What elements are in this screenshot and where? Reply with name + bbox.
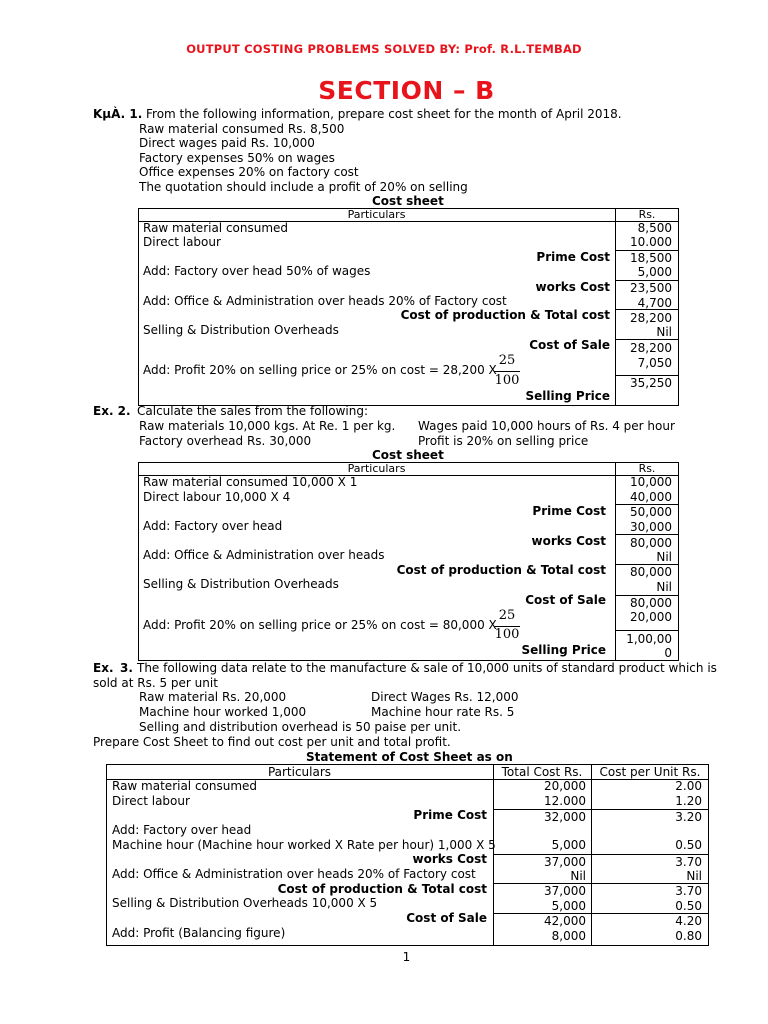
row-label: Cost of Sale [525,593,606,607]
unit-cost-value: 0.80 [675,929,702,943]
row-value: 28,200 [630,341,672,355]
total-cost-value: 5,000 [551,838,586,852]
unit-cost-value: 3.20 [675,810,702,824]
row-value: 80,000 [630,536,672,550]
row-value: Nil [656,325,672,339]
total-cost-value: 37,000 [544,884,586,898]
ex2-table-title: Cost sheet [372,448,444,462]
ex1-line: Factory expenses 50% on wages [139,151,335,165]
total-cost-value: Nil [570,869,586,883]
total-cost-value: 12.000 [544,794,586,808]
ex1-line: Raw material consumed Rs. 8,500 [139,122,345,136]
row-label: Cost of Sale [406,911,487,925]
row-label: Cost of production & Total cost [400,308,610,322]
ex3-line: Machine hour worked 1,000 [139,705,307,719]
ex3-line: Machine hour rate Rs. 5 [371,705,515,719]
row-label: Add: Profit 20% on selling price or 25% on cost = 80,000 X [143,618,497,632]
row-label: Raw material consumed [143,221,289,235]
row-value: Nil [656,550,672,564]
row-label: Add: Office & Administration over heads [143,548,385,562]
ex3-intro: The following data relate to the manufacture & sale of 10,000 units of standard product which is [137,661,717,675]
row-value: 50,000 [630,505,672,519]
row-value: 23,500 [630,281,672,295]
total-cost-value: 8,000 [551,929,586,943]
total-cost-value: 42,000 [544,914,586,928]
ex2-line: Profit is 20% on selling price [418,434,589,448]
row-value: 35,250 [630,376,672,390]
ex1-label: KµÀ. 1. [93,107,143,121]
row-label: Selling Price [521,643,606,657]
row-label: works Cost [531,534,606,548]
row-label: Add: Factory over head [112,823,252,837]
row-label: Add: Profit 20% on selling price or 25% on cost = 28,200 X [143,363,497,377]
col-total-cost: Total Cost Rs. [501,765,583,779]
total-cost-value: 20,000 [544,779,586,793]
ex1-line: The quotation should include a profit of 20% on selling [139,180,468,194]
fraction-numerator: 25 [498,608,516,623]
row-label: Machine hour (Machine hour worked X Rate per hour) 1,000 X 5 [112,838,496,852]
row-label: Add: Profit (Balancing figure) [112,926,286,940]
row-label: Add: Factory over head [143,519,283,533]
row-value: 8,500 [637,221,672,235]
row-label: Direct labour 10,000 X 4 [143,490,291,504]
row-label: Prime Cost [413,808,487,822]
row-value: 28,200 [630,311,672,325]
row-label: works Cost [535,280,610,294]
row-value: 30,000 [630,520,672,534]
row-label: Add: Office & Administration over heads 20% of Factory cost [143,294,507,308]
ex2-line: Wages paid 10,000 hours of Rs. 4 per hour [418,419,675,433]
col-rs: Rs. [638,462,656,475]
row-label: Selling & Distribution Overheads 10,000 X 5 [112,896,378,910]
ex3-line: Direct Wages Rs. 12,000 [371,690,519,704]
row-label: Cost of production & Total cost [396,563,606,577]
row-label: Cost of production & Total cost [277,882,487,896]
col-cost-per-unit: Cost per Unit Rs. [599,765,701,779]
row-value: 80,000 [630,565,672,579]
ex1-table-title: Cost sheet [372,194,444,208]
fraction-denominator: 100 [494,373,520,388]
unit-cost-value: 4.20 [675,914,702,928]
row-label: Selling & Distribution Overheads [143,577,339,591]
row-label: Direct labour [143,235,221,249]
row-label: Add: Office & Administration over heads 20% of Factory cost [112,867,476,881]
ex3-number: 3. [120,661,133,675]
unit-cost-value: Nil [686,869,702,883]
row-label: Prime Cost [536,250,610,264]
ex2-line: Raw materials 10,000 kgs. At Re. 1 per kg. [139,419,396,433]
unit-cost-value: 3.70 [675,855,702,869]
section-title: SECTION – B [318,76,495,105]
unit-cost-value: 2.00 [675,779,702,793]
fraction-denominator: 100 [494,627,520,642]
ex2-line: Factory overhead Rs. 30,000 [139,434,312,448]
page-header: OUTPUT COSTING PROBLEMS SOLVED BY: Prof. R.L.TEMBAD [186,42,582,56]
total-cost-value: 37,000 [544,855,586,869]
row-value: 10,000 [630,475,672,489]
ex1-line: Office expenses 20% on factory cost [139,165,359,179]
ex3-line: Selling and distribution overhead is 50 paise per unit. [139,720,462,734]
row-label: Prime Cost [532,504,606,518]
unit-cost-value: 0.50 [675,899,702,913]
col-rs: Rs. [638,208,656,221]
row-label: works Cost [412,852,487,866]
row-value: Nil [656,580,672,594]
row-label: Raw material consumed [112,779,258,793]
row-label: Raw material consumed 10,000 X 1 [143,475,358,489]
ex3-line: Raw material Rs. 20,000 [139,690,287,704]
total-cost-value: 5,000 [551,899,586,913]
row-value: 1,00,00 [626,632,672,646]
row-value: 20,000 [630,610,672,624]
row-value: 4,700 [637,296,672,310]
row-value: 10.000 [630,235,672,249]
ex3-line: Prepare Cost Sheet to find out cost per unit and total profit. [93,735,451,749]
total-cost-value: 32,000 [544,810,586,824]
row-value: 18,500 [630,251,672,265]
row-label: Cost of Sale [529,338,610,352]
row-label: Selling & Distribution Overheads [143,323,339,337]
row-label: Direct labour [112,794,190,808]
ex3-label: Ex. [93,661,114,675]
row-value: 7,050 [637,356,672,370]
row-label: Add: Factory over head 50% of wages [143,264,371,278]
ex3-table-title: Statement of Cost Sheet as on [306,750,513,764]
col-particulars: Particulars [267,765,332,779]
ex2-intro: Calculate the sales from the following: [137,404,368,418]
row-value: 5,000 [637,265,672,279]
ex3-intro: sold at Rs. 5 per unit [93,676,218,690]
unit-cost-value: 3.70 [675,884,702,898]
ex2-label: Ex. 2. [93,404,131,418]
col-particulars: Particulars [347,208,406,221]
ex1-intro: From the following information, prepare cost sheet for the month of April 2018. [146,107,622,121]
unit-cost-value: 0.50 [675,838,702,852]
unit-cost-value: 1.20 [675,794,702,808]
ex1-line: Direct wages paid Rs. 10,000 [139,136,315,150]
page-number: 1 [402,950,411,964]
fraction-numerator: 25 [498,353,516,368]
row-value: 80,000 [630,596,672,610]
row-label: Selling Price [525,389,610,403]
row-value: 40,000 [630,490,672,504]
col-particulars: Particulars [347,462,406,475]
row-value: 0 [664,646,672,660]
